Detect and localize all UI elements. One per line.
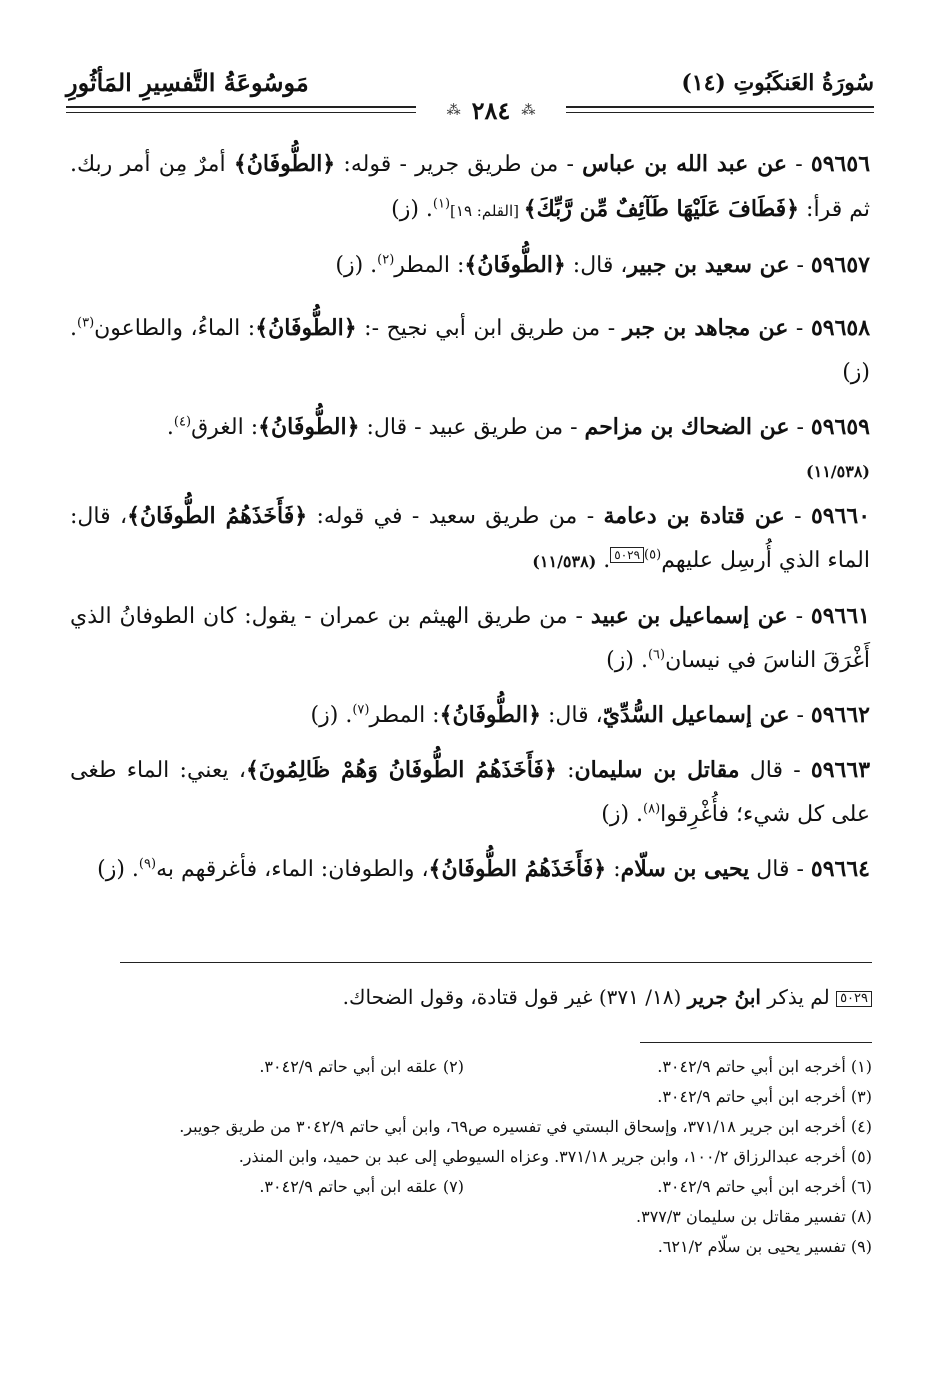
footnote-row: [70, 1172, 872, 1202]
narration-entry: ٥٩٦٥٩ - عن الضحاك بن مزاحم - من طريق عبيد - قال: ﴿الطُّوفَانُ﴾: الغرق$^{(٤)}$. (١١/٥٣٨): [70, 405, 870, 450]
entry-text: :: [606, 857, 621, 882]
entry-text: - من طريق سعيد - في قوله:: [307, 504, 604, 529]
entry-text: - من طريق ابن أبي نجيح -:: [356, 316, 623, 341]
note-scholar-name: ابنُ جرير: [687, 985, 761, 1009]
page-number-block: [416, 96, 566, 124]
footnote-rule: [640, 1042, 872, 1043]
volume-reference: (١١/٥٣٨): [806, 462, 870, 481]
entry-text: : المطر: [394, 253, 465, 278]
entry-number: ٥٩٦٦٠: [810, 503, 871, 529]
footnote-marker: (٧): [352, 702, 370, 718]
footnote-marker: (٣): [77, 315, 95, 331]
quran-quote: ﴿الطُّوفَانُ﴾: [439, 702, 541, 728]
footnote-marker: (٤): [173, 414, 192, 430]
narration-entry: [70, 748, 870, 837]
footnote-marker: (١): [432, 196, 451, 212]
entry-tail: . (ز): [70, 316, 870, 385]
entry-tail: . (ز): [335, 253, 378, 278]
narration-entry: ٥٩٦٥٧ - عن سعيد بن جبير، قال: ﴿الطُّوفَانُ﴾: المطر$^{(٢)}$. (ز): [335, 252, 870, 278]
footnote-row: [70, 1052, 872, 1082]
footnote-3: (٣) أخرجه ابن أبي حاتم ٣٠٤٢/٩.: [657, 1087, 872, 1106]
narration-entry: ٥٩٦٦٢ - عن إسماعيل السُّدِّيّ، قال: ﴿الطُّوفَانُ﴾: المطر$^{(٧)}$. (ز): [310, 702, 870, 728]
page-number: ٢٨٤: [471, 96, 511, 125]
footnote-marker: (٦): [647, 647, 666, 663]
entry-text: : الغرق: [191, 415, 259, 440]
entry-text: :: [556, 758, 575, 783]
entry-number: ٥٩٦٥٨: [810, 315, 871, 341]
narration-entry: ٥٩٦٦٠ - عن قتادة بن دعامة - من طريق سعيد - في قوله: ﴿فَأَخَذَهُمُ الطُّوفَانُ﴾، قال: الماء الذي أُرسِل عليهم$^{(٥)}$٥٠٢٩. (١١/٥٣٨): [70, 503, 871, 573]
commentary-separator: [120, 962, 872, 963]
ornament-icon: ⁂: [521, 102, 536, 119]
quran-quote: ﴿الطُّوفَانُ﴾: [233, 151, 336, 177]
entry-text: ، قال:: [565, 253, 628, 278]
narrator-name: عن مجاهد بن جبر: [622, 315, 789, 341]
entry-text: ، والطوفان: الماء، فأغرقهم به: [156, 857, 429, 882]
verse-reference: [القلم: ١٩]: [450, 202, 524, 220]
entry-text: - قال: [749, 857, 811, 882]
entry-number: ٥٩٦٥٩: [810, 414, 870, 440]
footnote-row: [70, 1082, 872, 1112]
footnote-4: (٤) أخرجه ابن جرير ٣٧١/١٨، وإسحاق البستي في تفسيره ص٦٩، وابن أبي حاتم ٣٠٤٢/٩ من طريق جويبر.: [179, 1117, 872, 1136]
entry-text: - قال: [739, 758, 811, 783]
footnote-7: (٧) علقه ابن أبي حاتم ٣٠٤٢/٩.: [259, 1177, 464, 1196]
entry-text: - من طريق جرير - قوله:: [335, 152, 583, 177]
footnote-marker: (٥): [644, 547, 662, 563]
entry-number: ٥٩٦٥٦: [810, 151, 871, 177]
entry-number: ٥٩٦٦٤: [810, 856, 870, 882]
quran-quote: ﴿فَأَخَذَهُمُ الطُّوفَانُ وَهُمْ ظَالِمُونَ﴾: [246, 757, 557, 783]
quran-quote: ﴿فَأَخَذَهُمُ الطُّوفَانُ﴾: [428, 856, 607, 882]
entry-text: ، قال: الماء الذي أُرسِل عليهم: [70, 504, 870, 573]
commentary-note: [70, 980, 872, 1014]
footnote-marker: (٩): [138, 856, 157, 872]
commentary-box-marker[interactable]: ٥٠٢٩: [610, 547, 644, 563]
narrator-name: عن الضحاك بن مزاحم: [584, 414, 790, 440]
narration-entry: ٥٩٦٥٨ - عن مجاهد بن جبر - من طريق ابن أبي نجيح -: ﴿الطُّوفَانُ﴾: الماءُ، والطاعون$^{(٣)}$. (ز): [70, 315, 871, 385]
footnotes: [70, 1052, 872, 1262]
footnote-5: (٥) أخرجه عبدالرزاق ١٠٠/٢، وابن جرير ٣٧١/١٨. وعزاه السيوطي إلى عبد بن حميد، وابن المنذر.: [238, 1147, 872, 1166]
entry-text: ، قال:: [540, 703, 603, 728]
entry-tail: . (ز): [310, 703, 353, 728]
quran-quote: ﴿الطُّوفَانُ﴾: [255, 315, 357, 341]
narrator-name: عن عبد الله بن عباس: [582, 151, 788, 177]
entry-text: - من طريق الهيثم بن عمران - يقول: كان الطوفانُ الذي أَغْرَقَ الناسَ في نيسان: [70, 604, 870, 673]
entry-number: ٥٩٦٥٧: [810, 252, 870, 278]
footnote-row: [70, 1142, 872, 1172]
footnote-6: (٦) أخرجه ابن أبي حاتم ٣٠٤٢/٩.: [657, 1177, 872, 1196]
entry-tail: .: [166, 415, 174, 440]
entry-number: ٥٩٦٦٢: [810, 702, 870, 728]
page-header: [66, 62, 874, 124]
narrator-name: عن إسماعيل السُّدِّيّ: [602, 702, 790, 728]
footnote-row: [70, 1202, 872, 1232]
book-title: مَوسُوعَةُ التَّفسِيرِ المَأثُورِ: [66, 68, 309, 97]
ornament-icon: ⁂: [446, 102, 461, 119]
entry-tail: . (ز): [97, 857, 139, 882]
entry-text: - من طريق عبيد - قال:: [359, 415, 585, 440]
entry-text: : المطر: [369, 703, 440, 728]
footnote-9: (٩) تفسير يحيى بن سلّام ٦٢١/٢.: [657, 1237, 872, 1256]
entry-number: ٥٩٦٦٣: [810, 757, 871, 783]
entry-text: ، يعني: الماء طغى على كل شيء؛ فأُغْرِقوا: [70, 758, 870, 827]
narrator-name: عن قتادة بن دعامة: [603, 503, 785, 529]
narration-entry: ٥٩٦٦١ - عن إسماعيل بن عبيد - من طريق الهيثم بن عمران - يقول: كان الطوفانُ الذي أَغْرَقَ الناسَ في نيسان$^{(٦)}$. (ز): [70, 603, 870, 673]
narrator-name: عن سعيد بن جبير: [627, 252, 790, 278]
entry-tail: . (ز): [601, 802, 644, 827]
footnote-marker: (٨): [643, 801, 661, 817]
commentary-box-marker[interactable]: ٥٠٢٩: [836, 991, 872, 1007]
quran-quote: ﴿الطُّوفَانُ﴾: [464, 252, 566, 278]
narrator-name: عن إسماعيل بن عبيد: [590, 603, 788, 629]
narrations: [70, 142, 870, 892]
footnote-marker: (٢): [377, 252, 395, 268]
entry-text: أمرٌ مِن أمر ربك. ثم قرأ:: [70, 152, 870, 222]
note-text: لم يذكر: [760, 985, 837, 1009]
quran-quote: ﴿فَأَخَذَهُمُ الطُّوفَانُ﴾: [127, 503, 308, 529]
entry-number: ٥٩٦٦١: [810, 603, 870, 629]
quran-quote: ﴿الطُّوفَانُ﴾: [258, 414, 360, 440]
footnote-1: (١) أخرجه ابن أبي حاتم ٣٠٤٢/٩.: [657, 1057, 872, 1076]
narration-entry: ٥٩٦٥٦ - عن عبد الله بن عباس - من طريق جرير - قوله: ﴿الطُّوفَانُ﴾ أمرٌ مِن أمر ربك. ثم قرأ: ﴿فَطَافَ عَلَيْهَا طَآئِفٌ مِّن رَّبِّكَ﴾ [القلم: ١٩]$^{(١)}$. (ز): [70, 151, 871, 222]
volume-reference: (١١/٥٣٨): [532, 552, 597, 571]
narrator-name: مقاتل بن سليمان: [574, 757, 740, 783]
entry-tail: . (ز): [391, 197, 433, 222]
note-text: (١٨/ ٣٧١) غير قول قتادة، وقول الضحاك.: [342, 985, 688, 1009]
surah-title: سُورَةُ العَنكَبُوتِ (١٤): [681, 70, 874, 96]
footnote-8: (٨) تفسير مقاتل بن سليمان ٣٧٧/٣.: [636, 1207, 872, 1226]
footnote-row: [70, 1232, 872, 1262]
entry-tail: . (ز): [606, 648, 648, 673]
narration-entry: [70, 847, 870, 892]
narrator-name: يحيى بن سلّام: [620, 856, 750, 882]
entry-text: : الماءُ، والطاعون: [94, 316, 256, 341]
entry-tail: .: [596, 548, 611, 573]
quran-quote: ﴿فَطَافَ عَلَيْهَا طَآئِفٌ مِّن رَّبِّكَ﴾: [523, 196, 800, 222]
footnote-2: (٢) علقه ابن أبي حاتم ٣٠٤٢/٩.: [259, 1057, 464, 1076]
